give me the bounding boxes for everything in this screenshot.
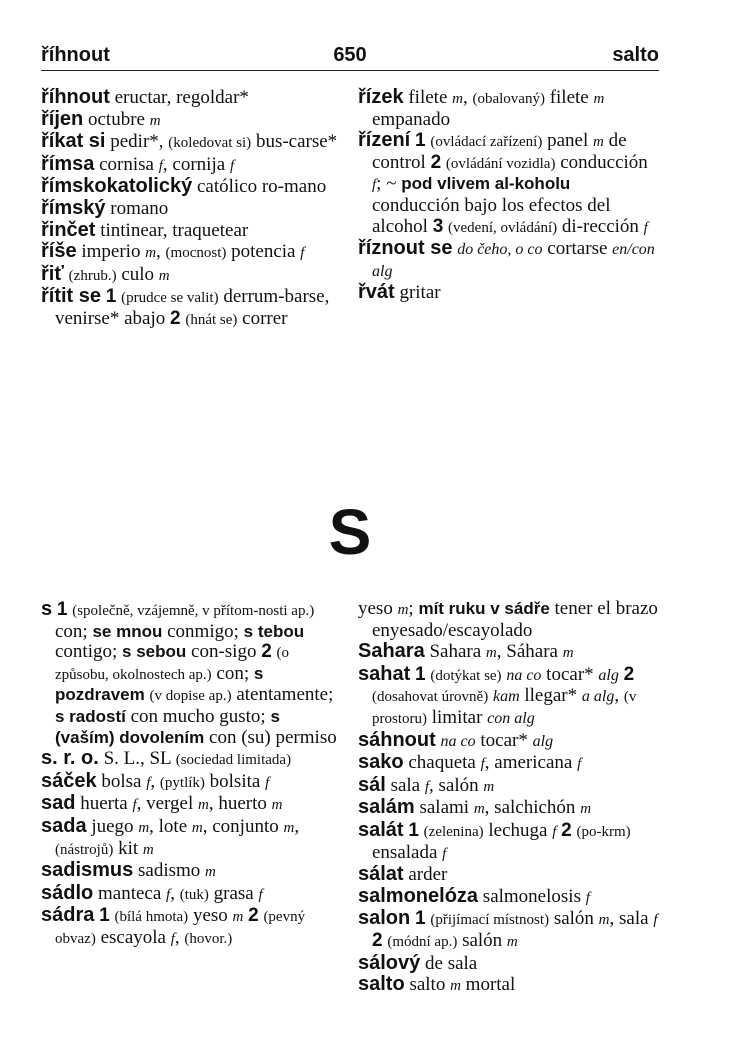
sense-number: 1 [415,663,426,685]
gender-label: f [229,157,235,174]
headword: Sahara [358,640,425,663]
translation-text: Sahara [424,641,486,663]
subentry: s (vaším) dovolením [55,706,280,747]
sense-number: 1 [415,908,426,930]
gender-label: m [452,91,463,107]
dictionary-entry [358,599,658,641]
translation-text: llegar* [519,685,582,707]
translation-text: , [174,926,185,948]
sense-number: 2 [561,819,572,841]
translation-text: , [614,685,624,707]
translation-text: con (su) permiso [204,726,337,748]
column-top-left [41,87,341,331]
page-header [41,42,659,71]
gender-label: f [585,889,590,906]
translation-text: gritar [394,282,441,304]
dictionary-entry [41,264,341,287]
headword: sadismus [41,859,134,882]
dictionary-entry [41,286,341,330]
dictionary-entry [358,238,658,282]
gender-label: f [300,245,305,262]
dictionary-entry [41,748,341,771]
subentry: pod vlivem al-koholu [401,174,571,194]
translation-text: octubre [83,108,150,130]
subentry: s radostí [55,706,126,726]
translation-text: conducción [555,151,648,173]
grammar-note: do čeho, o co [457,241,543,259]
dictionary-entry [41,154,341,177]
sense-number: 1 [105,286,117,308]
headword: s [41,598,53,620]
translation-text: , sala [609,908,654,930]
gender-label: m [485,645,497,662]
headword: řítit se [41,285,102,308]
translation-text: con mucho gusto; [125,705,271,727]
translation-text: manteca [93,882,167,904]
gender-label: m [562,645,574,662]
usage-note: (zelenina) [423,823,484,840]
gender-label: f [170,930,175,947]
usage-note: (společně, vzájemně, v přítom-nosti ap.) [72,603,315,619]
sense-number: 1 [56,599,68,620]
translation-text: filete [544,87,594,108]
headword: řvát [358,281,395,304]
translation-text: de sala [420,952,478,974]
usage-note: (o způsobu, okolnostech ap.) [55,645,290,683]
translation-text: cornisa [94,153,159,175]
headword: říjen [41,107,84,130]
grammar-note: alg [532,732,554,750]
dictionary-entry [358,664,658,730]
translation-text: tintinear, traquetear [95,219,249,241]
column-bottom-left [41,599,341,950]
usage-note: (v prostoru) [372,689,637,727]
gender-label: m [593,134,604,151]
dictionary-entry [358,908,658,952]
gender-label: m [506,933,518,950]
dictionary-entry [358,130,658,238]
translation-text: salto [404,974,451,996]
gender-label: m [271,797,283,814]
translation-text: tener el brazo enyesado/escayolado [372,598,658,641]
usage-note: (zhrub.) [68,267,117,284]
translation-text: limitar [427,706,488,728]
translation-text: sala [385,774,425,796]
dictionary-entry [358,864,658,886]
headword: s. r. o. [41,747,99,770]
translation-text: pedir*, [105,131,169,153]
usage-note: (hovor.) [184,930,233,947]
headword: sako [358,751,404,774]
headword: sádlo [41,881,94,904]
headword: sada [41,814,87,837]
headword: říznout se [358,237,453,260]
sense-number: 2 [372,929,383,951]
gender-label: f [265,774,270,791]
gender-label: f [424,778,430,795]
headword: řízení [358,129,411,152]
dictionary-entry [41,220,341,242]
gender-label: m [580,801,592,818]
translation-text: lechuga [483,819,553,841]
headword: sálový [358,951,421,974]
translation-text: derrum-barse, venirse* abajo [55,286,330,329]
gender-label: m [450,978,461,995]
dictionary-entry [41,599,341,748]
gender-label: m [149,112,161,129]
gender-label: f [372,177,377,194]
subentry: s tebou [243,621,305,641]
headword: římský [41,196,106,219]
dictionary-entry [358,752,658,775]
translation-text: romano [105,197,169,219]
sense-number: 1 [408,819,419,841]
translation-text: conducción bajo los efectos del alcohol [372,194,611,237]
translation-text: escayola [95,926,171,948]
translation-text: empanado [372,108,451,130]
dictionary-entry [41,771,341,794]
subentry: se mnou [92,621,163,641]
dictionary-entry [358,87,658,130]
gender-label: m [142,841,154,858]
translation-text: huerta [75,793,133,815]
headword: salon [358,907,411,930]
gender-label: f [132,797,137,814]
gender-label: f [577,756,582,773]
sense-number: 2 [248,905,259,927]
dictionary-entry [41,860,341,883]
usage-note: (přijímací místnost) [430,912,550,929]
grammar-note: kam [492,688,520,706]
column-top-right [358,87,658,304]
gender-label: m [158,267,170,284]
translation-text: , [150,770,160,792]
translation-text: kit [113,837,143,859]
gender-label: m [191,819,203,836]
dictionary-entry [358,797,658,820]
translation-text: , cornija [162,153,230,175]
gender-label: m [138,819,150,836]
headword: salám [358,796,415,819]
translation-text: , [462,87,473,108]
headword: říše [41,240,77,263]
usage-note: (dotýkat se) [430,667,502,684]
translation-text: culo [116,263,159,285]
headword: sálat [358,863,404,886]
dictionary-entry [358,886,658,909]
translation-text: ensalada [372,841,443,863]
translation-text: bolsita [204,770,266,792]
usage-note: (tuk) [179,886,209,903]
translation-text: S. L., SL [98,748,176,770]
translation-text: mortal [460,974,516,996]
gender-label: m [283,819,295,836]
translation-text: panel [542,130,593,152]
dictionary-entry [41,905,341,949]
translation-text: ; ~ [376,173,402,195]
translation-text: tocar* [541,663,599,685]
headword: salto [358,973,405,996]
usage-note: (ovládání vozidla) [445,155,556,172]
grammar-note: con alg [487,709,535,727]
usage-note: (pytlík) [159,774,205,791]
usage-note: (bílá hmota) [114,909,189,926]
headword: římsa [41,152,95,175]
dictionary-entry [41,816,341,860]
translation-text: contigo; [55,641,123,663]
sense-number: 2 [261,641,272,663]
translation-text: salón [457,929,507,951]
grammar-note: en/con alg [372,241,655,280]
headword: salát [358,818,404,841]
translation-text: , conjunto [202,815,284,837]
gender-label: f [480,756,485,773]
gender-label: m [205,864,216,881]
translation-text: , americana [484,752,578,774]
section-letter: S [328,496,372,568]
gender-label: m [198,797,209,814]
dictionary-entry [41,198,341,220]
translation-text: arder [403,864,448,886]
sense-number: 2 [430,151,442,173]
dictionary-entry [358,282,658,304]
sense-number: 1 [415,130,426,152]
grammar-note: na co [440,732,476,750]
usage-note: (obalovaný) [472,91,545,107]
dictionary-entry [41,131,341,154]
gender-label: m [232,909,244,926]
translation-text: , huerto [208,793,272,815]
gender-label: f [166,886,171,903]
dictionary-entry [41,176,341,198]
subentry: mít ruku v sádře [418,599,550,618]
gender-label: f [258,886,263,903]
translation-text: sadismo [133,860,206,882]
headword: sad [41,792,76,815]
gender-label: m [598,912,610,929]
running-head-right: salto [612,44,659,66]
gender-label: m [473,801,485,818]
dictionary-entry [41,87,341,109]
translation-text: bolsa [96,770,147,792]
translation-text: bus-carse* [251,131,338,153]
translation-text: eructar, regoldar* [109,87,249,108]
translation-text: con; [211,662,254,684]
headword: řiť [41,262,64,285]
usage-note: (mocnost) [165,245,227,262]
translation-text: , Sáhara [496,641,563,663]
translation-text: salmonelosis [478,885,586,907]
usage-note: (hnát se) [185,311,238,328]
headword: sáček [41,769,97,792]
grammar-note: na co [506,666,542,684]
usage-note: (pevný obvaz) [55,909,306,947]
translation-text: chaqueta [403,752,481,774]
running-head-left: říhnout [41,44,110,66]
dictionary-entry [358,641,658,664]
usage-note: (sociedad limitada) [175,752,292,769]
gender-label: f [552,823,557,840]
translation-text: conmigo; [162,620,244,642]
usage-note: (módní ap.) [387,933,458,950]
translation-text: imperio [76,241,146,263]
headword: sál [358,773,386,796]
usage-note: (po-krm) [576,823,631,840]
translation-text: católico ro-mano [192,176,327,198]
headword: sáhnout [358,728,436,751]
translation-text: correr [237,307,288,329]
translation-text: potencia [226,241,301,263]
translation-text: , lote [149,815,192,837]
translation-text: di-rección [557,215,644,237]
gender-label: m [593,91,605,107]
translation-text: , [156,241,166,263]
translation-text: ; [408,598,419,619]
gender-label: f [146,774,151,791]
gender-label: m [397,602,409,618]
translation-text: salón [549,908,599,930]
translation-text: atentamente; [231,684,334,706]
grammar-note: a alg [581,688,615,706]
dictionary-entry [358,775,658,798]
subentry: s pozdravem [55,663,264,705]
translation-text: tocar* [475,729,533,751]
sense-number: 2 [170,307,181,329]
sense-number: 3 [432,215,444,237]
headword: římskokatolický [41,175,193,198]
translation-text: , vergel [136,793,199,815]
gender-label: f [653,912,658,929]
page-number: 650 [333,44,367,66]
dictionary-entry [358,953,658,975]
translation-text: con-sigo [186,641,262,663]
translation-text: de control [372,130,627,173]
headword: říkat si [41,130,106,153]
translation-text: , [170,882,180,904]
dictionary-entry [41,109,341,132]
translation-text: , [294,815,300,837]
usage-note: (dosahovat úrovně) [372,689,489,706]
subentry: s sebou [122,642,187,662]
translation-text: yeso [188,905,233,927]
translation-text: con; [55,620,93,642]
headword: říhnout [41,86,110,108]
dictionary-entry [358,974,658,997]
translation-text: filete [403,87,453,108]
sense-number: 2 [623,663,635,685]
gender-label: f [158,157,163,174]
translation-text: cortarse [542,238,613,260]
gender-label: f [643,219,648,236]
sense-number: 1 [99,905,110,927]
headword: salmonelóza [358,884,479,907]
translation-text: juego [86,815,139,837]
gender-label: m [483,778,495,795]
usage-note: (vedení, ovládání) [448,219,558,236]
headword: řinčet [41,218,96,241]
column-bottom-right [358,599,658,997]
gender-label: f [442,845,447,862]
usage-note: (v dopise ap.) [149,688,232,705]
gender-label: m [145,245,157,262]
usage-note: (prudce se valit) [121,290,219,307]
translation-text: salami [414,797,474,819]
translation-text: grasa [208,882,259,904]
usage-note: (nástrojů) [55,841,114,858]
usage-note: (koledovat si) [168,135,252,152]
translation-text: yeso [358,598,398,619]
translation-text: , salchichón [484,797,581,819]
headword: sahat [358,662,411,685]
dictionary-entry [41,241,341,264]
grammar-note: alg [598,666,619,684]
dictionary-entry [358,820,658,864]
dictionary-entry [358,730,658,753]
headword: sádra [41,904,95,927]
usage-note: (ovládací zařízení) [430,134,543,151]
translation-text: , salón [429,774,484,796]
dictionary-entry [41,883,341,906]
headword: řízek [358,86,404,108]
dictionary-entry [41,793,341,816]
